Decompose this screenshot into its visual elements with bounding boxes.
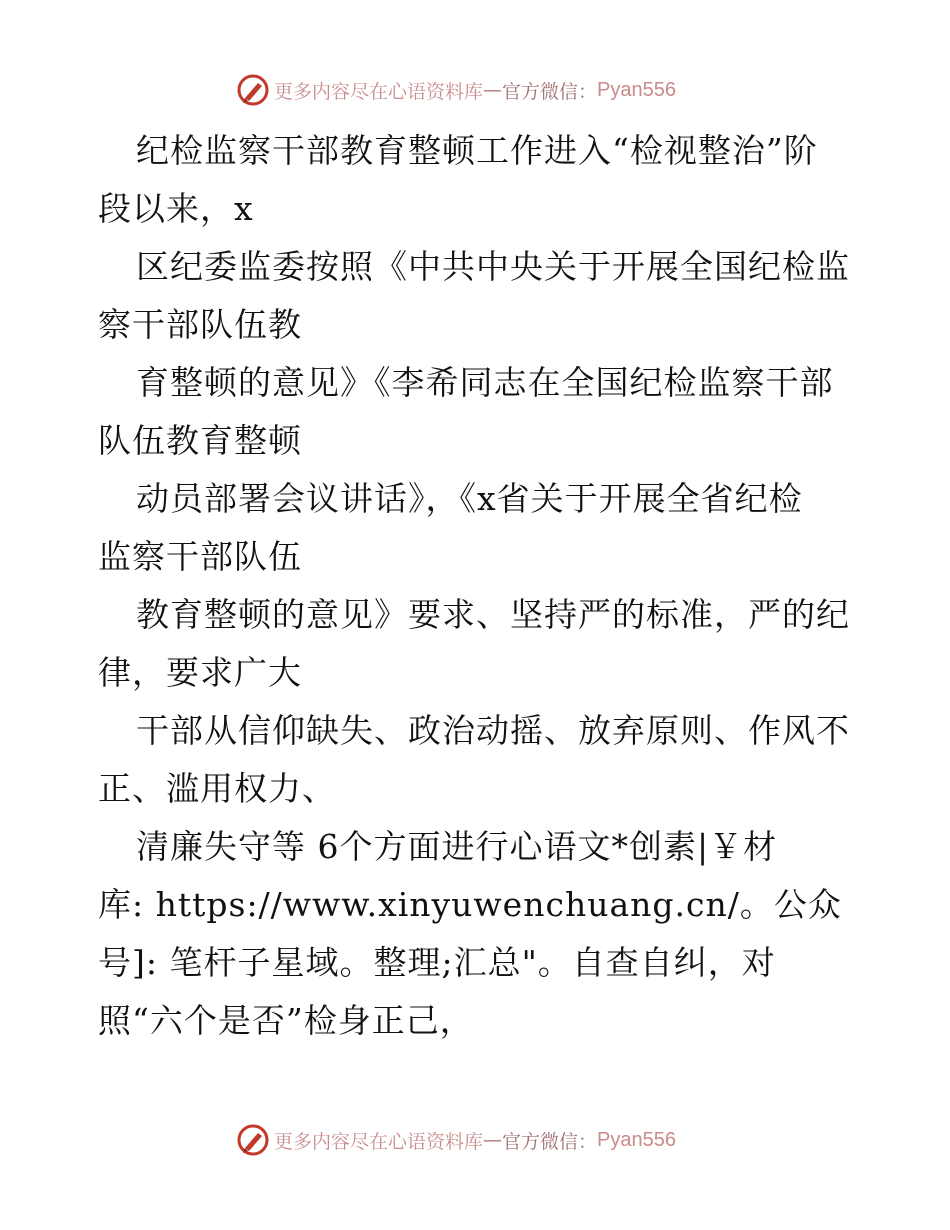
header-banner xyxy=(236,72,676,108)
banner-dash: — xyxy=(483,79,503,101)
banner-dash: — xyxy=(483,1129,503,1151)
text-line: 律，要求广大 xyxy=(98,653,302,692)
banner-slogan: 更多内容尽在心语资料库 xyxy=(274,80,484,103)
text-line: 库: https://www.xinyuwenchuang.cn/。公众 xyxy=(98,885,842,924)
text-line: 清廉失守等 6个方面进行心语文*创素|￥材 xyxy=(136,827,778,866)
text-line: 监察干部队伍 xyxy=(98,537,302,576)
footer-banner xyxy=(236,1122,676,1158)
banner-slogan: 更多内容尽在心语资料库 xyxy=(274,1130,484,1153)
text-line: 区纪委监委按照《中共中央关于开展全国纪检监 xyxy=(136,247,850,286)
text-line: 队伍教育整顿 xyxy=(98,421,302,460)
banner-label: 官方微信： xyxy=(502,1130,598,1153)
text-line: 动员部署会议讲话》，《x省关于开展全省纪检 xyxy=(136,479,803,518)
document-body xyxy=(98,122,868,1050)
text-line: 纪检监察干部教育整顿工作进入“检视整治”阶 xyxy=(136,131,818,170)
banner-label: 官方微信： xyxy=(502,80,598,103)
banner-wechat-id: Pyan556 xyxy=(597,78,676,101)
text-line: 号]: 笔杆子星域。整理;汇总"。自查自纠，对 xyxy=(98,943,776,982)
banner-wechat-id: Pyan556 xyxy=(597,1128,676,1151)
text-line: 教育整顿的意见》要求、坚持严的标准，严的纪 xyxy=(136,595,850,634)
text-line: 察干部队伍教 xyxy=(98,305,302,344)
text-line: 段以来，x xyxy=(98,189,254,228)
text-line: 正、滥用权力、 xyxy=(98,769,336,808)
text-line: 干部从信仰缺失、政治动摇、放弃原则、作风不 xyxy=(136,711,850,750)
text-line: 育整顿的意见》《李希同志在全国纪检监察干部 xyxy=(136,363,834,402)
pen-logo-icon xyxy=(236,73,270,107)
text-line: 照“六个是否”检身正己， xyxy=(98,1001,474,1040)
pen-logo-icon xyxy=(236,1123,270,1157)
